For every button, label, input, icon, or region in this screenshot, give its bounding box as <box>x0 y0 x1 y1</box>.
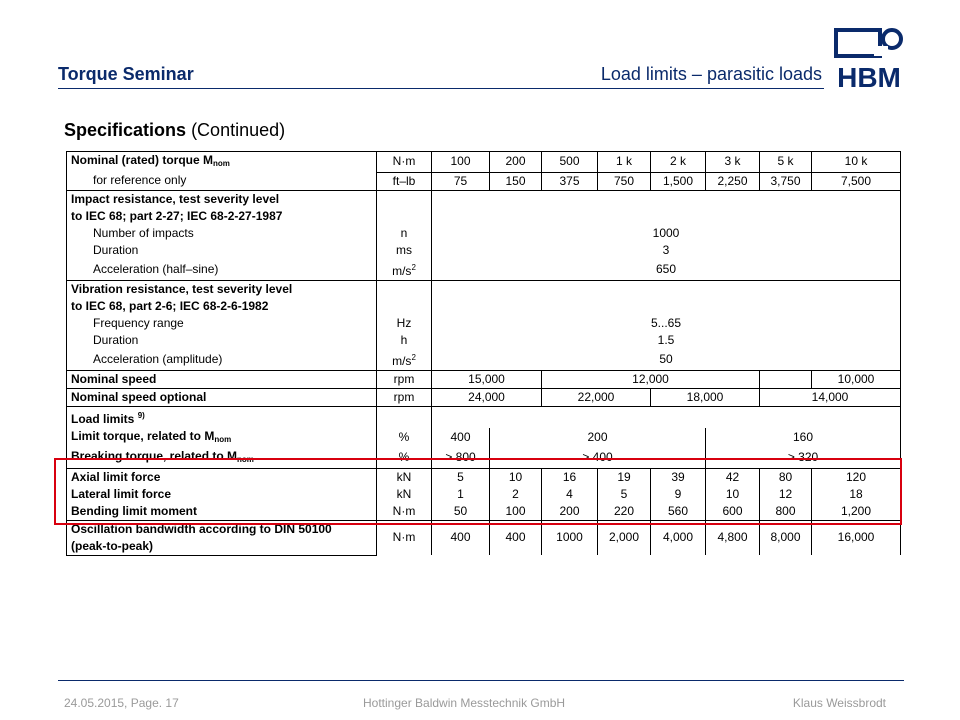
unit-cell: Hz <box>377 315 432 332</box>
value-cell: 75 <box>432 172 490 190</box>
table-row <box>67 152 901 173</box>
value-cell: 9 <box>651 486 706 503</box>
row-label: Frequency range <box>67 315 377 332</box>
unit-cell: $m/s^2$ <box>377 259 432 281</box>
unit-cell: kN <box>377 468 432 486</box>
value-cell: 1,200 <box>812 503 901 521</box>
value-cell: 5 <box>598 486 651 503</box>
value-cell: 24,000 <box>432 388 542 406</box>
table-row <box>67 298 901 315</box>
value-cell: 2 k <box>651 152 706 173</box>
row-label: Breaking torque, related to $M_{nom}$ <box>67 448 377 469</box>
table-row <box>67 406 901 428</box>
row-label: Load limits $^{9)}$ <box>67 406 377 428</box>
table-row <box>67 349 901 371</box>
value-cell: 400 <box>490 520 542 555</box>
value-cell: 200 <box>490 428 706 448</box>
value-cell: 10 k <box>812 152 901 173</box>
unit-cell: rpm <box>377 388 432 406</box>
value-cell: 100 <box>490 503 542 521</box>
value-cell: 80 <box>760 468 812 486</box>
value-cell: 12 <box>760 486 812 503</box>
table-row <box>67 242 901 259</box>
table-row <box>67 259 901 281</box>
table-row <box>67 315 901 332</box>
value-cell: 560 <box>651 503 706 521</box>
unit-cell: N·m <box>377 152 432 173</box>
spec-heading <box>64 120 285 141</box>
row-label: Impact resistance, test severity level <box>67 190 377 208</box>
row-label: Acceleration (amplitude) <box>67 349 377 371</box>
value-cell: 18 <box>812 486 901 503</box>
value-cell: 600 <box>706 503 760 521</box>
row-label: to IEC 68, part 2-6; IEC 68-2-6-1982 <box>67 298 377 315</box>
value-cell: 42 <box>706 468 760 486</box>
value-cell: 375 <box>542 172 598 190</box>
row-label: Vibration resistance, test severity level <box>67 280 377 298</box>
row-label: Number of impacts <box>67 225 377 242</box>
value-cell: 100 <box>432 152 490 173</box>
table-row <box>67 332 901 349</box>
row-label: Acceleration (half–sine) <box>67 259 377 281</box>
footer-company: Hottinger Baldwin Messtechnik GmbH <box>363 696 566 710</box>
value-cell: 39 <box>651 468 706 486</box>
footer-author: Klaus Weissbrodt <box>792 696 886 710</box>
row-label: Bending limit moment <box>67 503 377 521</box>
unit-cell: h <box>377 332 432 349</box>
unit-cell: n <box>377 225 432 242</box>
row-label: Nominal speed optional <box>67 388 377 406</box>
table-row <box>67 388 901 406</box>
value-cell: 1000 <box>432 225 901 242</box>
value-cell: 1000 <box>542 520 598 555</box>
value-cell: 16 <box>542 468 598 486</box>
spec-heading-continued: (Continued) <box>191 120 286 140</box>
value-cell: 12,000 <box>542 370 760 388</box>
row-label: Oscillation bandwidth according to DIN 50100 <box>67 520 377 538</box>
value-cell: 650 <box>432 259 901 281</box>
value-cell: 10 <box>706 486 760 503</box>
unit-cell: ft–lb <box>377 172 432 190</box>
table-row <box>67 190 901 208</box>
slide-title: Load limits – parasitic loads <box>600 64 822 84</box>
value-cell: 14,000 <box>760 388 901 406</box>
value-cell: 4 <box>542 486 598 503</box>
highlight-box <box>54 458 902 525</box>
row-label: Axial limit force <box>67 468 377 486</box>
spec-heading-main: Specifications <box>64 120 187 140</box>
table-row <box>67 225 901 242</box>
value-cell: 200 <box>542 503 598 521</box>
value-cell: 800 <box>760 503 812 521</box>
footer-date-page: 24.05.2015, Page. 17 <box>64 696 179 710</box>
table-row <box>67 208 901 225</box>
value-cell: > 800 <box>432 448 490 469</box>
row-label: Lateral limit force <box>67 486 377 503</box>
value-cell: 2,000 <box>598 520 651 555</box>
value-cell: 2,250 <box>706 172 760 190</box>
row-label: Nominal speed <box>67 370 377 388</box>
unit-cell: $m/s^2$ <box>377 349 432 371</box>
unit-cell: % <box>377 428 432 448</box>
value-cell: 5...65 <box>432 315 901 332</box>
table-row <box>67 280 901 298</box>
value-cell: 4,000 <box>651 520 706 555</box>
value-cell: 200 <box>490 152 542 173</box>
value-cell: 150 <box>490 172 542 190</box>
row-label: for reference only <box>67 172 377 190</box>
row-label: Limit torque, related to $M_{nom}$ <box>67 428 377 448</box>
value-cell: 8,000 <box>760 520 812 555</box>
unit-cell: kN <box>377 486 432 503</box>
value-cell: 3 k <box>706 152 760 173</box>
value-cell: 50 <box>432 503 490 521</box>
value-cell: 50 <box>432 349 901 371</box>
unit-cell: ms <box>377 242 432 259</box>
value-cell: 220 <box>598 503 651 521</box>
value-cell: 1 <box>432 486 490 503</box>
value-cell: 400 <box>432 428 490 448</box>
value-cell: 19 <box>598 468 651 486</box>
value-cell: 400 <box>432 520 490 555</box>
value-cell: 500 <box>542 152 598 173</box>
footer-divider <box>58 680 904 681</box>
value-cell: 1 k <box>598 152 651 173</box>
value-cell: 3,750 <box>760 172 812 190</box>
unit-cell: N·m <box>377 520 432 555</box>
value-cell: > 400 <box>490 448 706 469</box>
row-label: Duration <box>67 242 377 259</box>
value-cell: 3 <box>432 242 901 259</box>
value-cell: 7,500 <box>812 172 901 190</box>
hbm-logo <box>834 28 904 90</box>
value-cell: 22,000 <box>542 388 651 406</box>
table-row <box>67 428 901 448</box>
hbm-logo-text: HBM <box>837 62 901 90</box>
row-label: Duration <box>67 332 377 349</box>
table-row <box>67 370 901 388</box>
unit-cell: rpm <box>377 370 432 388</box>
table-row <box>67 172 901 190</box>
value-cell: 1.5 <box>432 332 901 349</box>
value-cell: 750 <box>598 172 651 190</box>
header-divider <box>58 88 824 89</box>
seminar-title: Torque Seminar <box>58 64 194 84</box>
value-cell: 120 <box>812 468 901 486</box>
value-cell: 15,000 <box>432 370 542 388</box>
unit-cell: % <box>377 448 432 469</box>
value-cell: 2 <box>490 486 542 503</box>
value-cell: 18,000 <box>651 388 760 406</box>
value-cell: 5 <box>432 468 490 486</box>
value-cell: > 320 <box>706 448 901 469</box>
value-cell: 1,500 <box>651 172 706 190</box>
value-cell: 5 k <box>760 152 812 173</box>
value-cell: 10,000 <box>812 370 901 388</box>
row-label: Nominal (rated) torque $M_{nom}$ <box>67 152 377 173</box>
value-cell: 10 <box>490 468 542 486</box>
value-cell: 4,800 <box>706 520 760 555</box>
row-label: (peak-to-peak) <box>67 538 377 556</box>
value-cell: 16,000 <box>812 520 901 555</box>
value-cell <box>760 370 812 388</box>
value-cell: 160 <box>706 428 901 448</box>
unit-cell: N·m <box>377 503 432 521</box>
row-label: to IEC 68; part 2-27; IEC 68-2-27-1987 <box>67 208 377 225</box>
